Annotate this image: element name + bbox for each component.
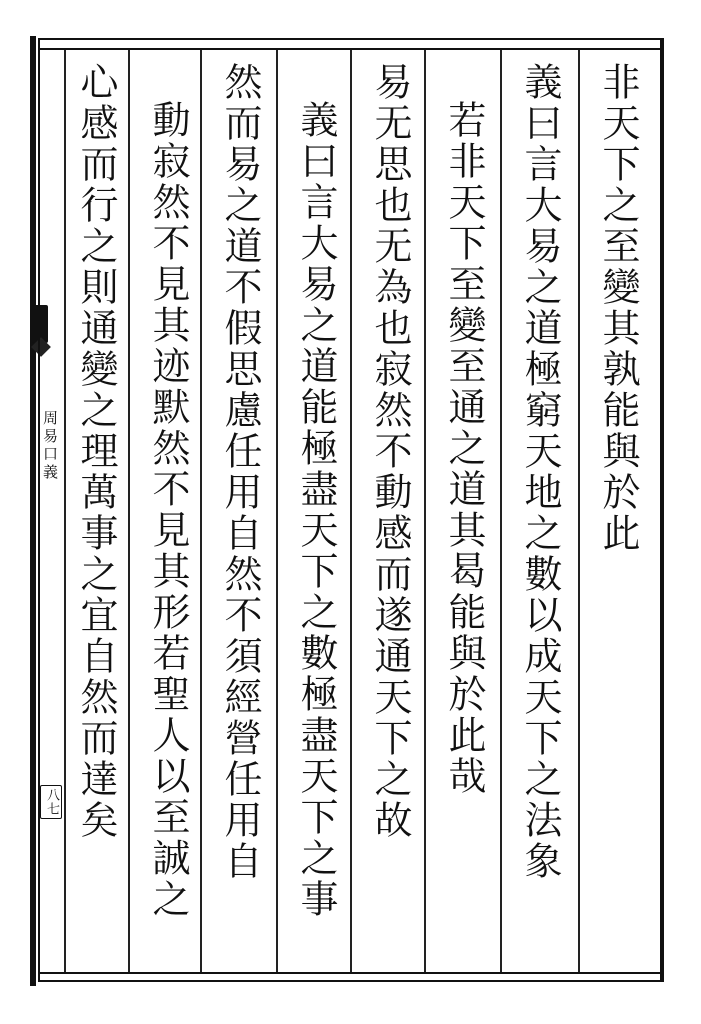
text-column-3: 若非天下至變至通之道其曷能與於此哉: [442, 100, 486, 797]
column-divider: [64, 50, 66, 972]
text-column-6: 然而易之道不假思慮任用自然不須經營任用自: [218, 62, 262, 882]
bottom-rule: [38, 972, 664, 974]
text-column-7: 動寂然不見其迹默然不見其形若聖人以至誠之: [146, 100, 190, 920]
column-divider: [276, 50, 278, 972]
text-column-2: 義曰言大易之道極窮天地之數以成天下之法象: [518, 62, 562, 882]
text-column-1: 非天下之至變其孰能與於此: [596, 62, 640, 554]
column-divider: [500, 50, 502, 972]
margin-book-title: 周易口義: [41, 410, 59, 482]
margin-page-number: 八七: [40, 785, 62, 819]
right-rule: [660, 38, 663, 982]
column-divider: [424, 50, 426, 972]
column-divider: [350, 50, 352, 972]
text-column-4: 易无思也无為也寂然不動感而遂通天下之故: [368, 62, 412, 841]
text-column-5: 義曰言大易之道能極盡天下之數極盡天下之事: [294, 100, 338, 920]
column-divider: [578, 50, 580, 972]
column-divider: [200, 50, 202, 972]
column-divider: [128, 50, 130, 972]
text-column-8: 心感而行之則通變之理萬事之宜自然而達矣: [74, 62, 118, 841]
binding-edge: [30, 36, 36, 986]
